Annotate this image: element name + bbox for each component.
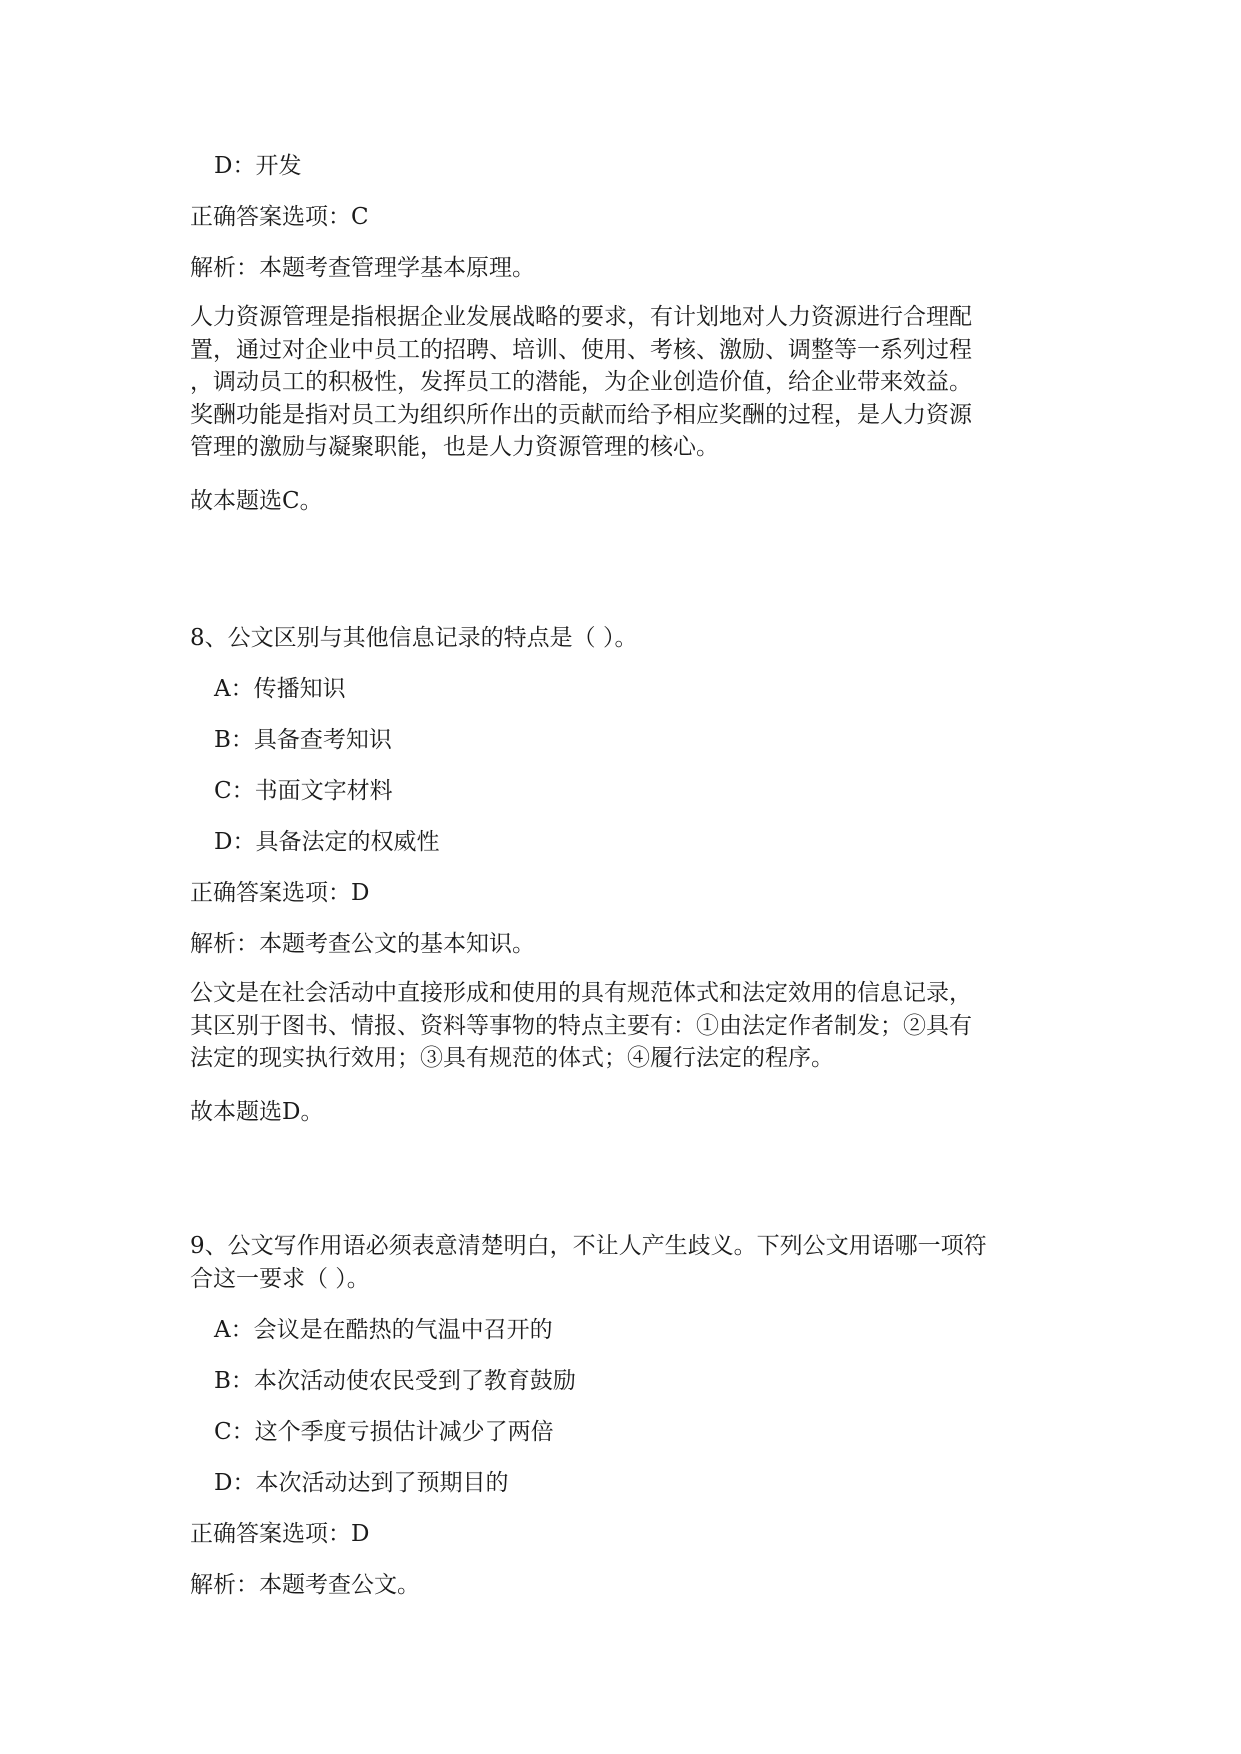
prev-conclusion: 故本题选C。	[190, 488, 323, 514]
prev-analysis-line: 管理的激励与凝聚职能，也是人力资源管理的核心。	[190, 434, 719, 460]
q8-conclusion: 故本题选D。	[190, 1099, 324, 1125]
prev-analysis-head: 解析：本题考查管理学基本原理。	[190, 255, 535, 281]
q8-analysis-line: 其区别于图书、情报、资料等事物的特点主要有：①由法定作者制发；②具有	[190, 1012, 972, 1039]
q8-analysis-body	[190, 977, 1070, 1075]
q9-option-c: C：这个季度亏损估计减少了两倍	[214, 1419, 554, 1445]
q9-stem	[190, 1230, 1070, 1295]
prev-analysis-line: 人力资源管理是指根据企业发展战略的要求，有计划地对人力资源进行合理配	[190, 304, 972, 330]
q9-option-d: D：本次活动达到了预期目的	[214, 1470, 509, 1496]
q8-option-d: D：具备法定的权威性	[214, 829, 440, 855]
prev-analysis-line: 奖酬功能是指对员工为组织所作出的贡献而给予相应奖酬的过程，是人力资源	[190, 401, 972, 428]
q8-analysis-line: 法定的现实执行效用；③具有规范的体式；④履行法定的程序。	[190, 1045, 834, 1071]
q9-option-b: B：本次活动使农民受到了教育鼓励	[214, 1368, 576, 1394]
prev-analysis-line: ，调动员工的积极性，发挥员工的潜能，为企业创造价值，给企业带来效益。	[190, 369, 972, 395]
q9-answer: 正确答案选项：D	[190, 1521, 370, 1547]
q8-analysis-line: 公文是在社会活动中直接形成和使用的具有规范体式和法定效用的信息记录，	[190, 980, 972, 1006]
prev-analysis-line: 置，通过对企业中员工的招聘、培训、使用、考核、激励、调整等一系列过程	[190, 336, 972, 363]
prev-option-d: D：开发	[214, 153, 302, 179]
q9-option-a: A：会议是在酷热的气温中召开的	[214, 1317, 553, 1343]
q9-stem-line: 合这一要求（ ）。	[190, 1265, 370, 1292]
q8-answer: 正确答案选项：D	[190, 880, 370, 906]
prev-answer: 正确答案选项：C	[190, 204, 369, 230]
q8-option-a: A：传播知识	[214, 676, 346, 702]
q8-analysis-head: 解析：本题考查公文的基本知识。	[190, 931, 535, 957]
q9-analysis-head: 解析：本题考查公文。	[190, 1572, 420, 1598]
q8-option-c: C：书面文字材料	[214, 778, 393, 804]
q8-stem: 8、公文区别与其他信息记录的特点是（ ）。	[190, 625, 638, 651]
q8-option-b: B：具备查考知识	[214, 727, 392, 753]
q9-stem-line: 9、公文写作用语必须表意清楚明白，不让人产生歧义。下列公文用语哪一项符	[190, 1233, 987, 1259]
prev-analysis-body	[190, 301, 1070, 464]
